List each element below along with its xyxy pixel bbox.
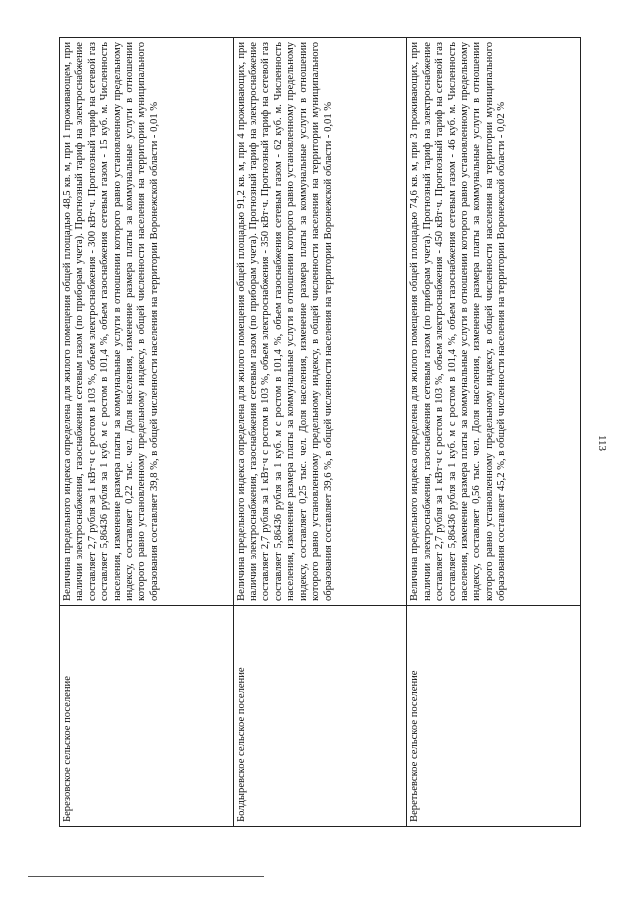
footer-divider (28, 876, 264, 877)
table-row (233, 38, 407, 827)
settlement-description-cell: Величина предельного индекса определена для жилого помещения общей площадью 74,6 кв. м, при 3 проживающих, при наличии электроснабжения, газоснабжения сетевым газом (по приборам учета). Прогнозный тариф на электроснабжение составляет 2,7 рубля за 1 кВт·ч с ростом в 103 %, объем электроснабжения - 450 кВт·ч. Прогнозный тариф на сетевой газ составляет 5,86436 рубля за 1 куб. м с ростом в 101,4 %, объем газоснабжения сетевым газом - 46 куб. м. Численность населения, изменение размера платы за коммунальные услуги в отношении которого равно установленному предельному индексу, составляет 0,56 тыс. чел. Доля населения, изменение размера платы за коммунальные услуги в отношении которого равно установленному предельному индексу, в общей численности населения на территории муниципального образования составляет 45,2 %, в общей численности населения на территории Воронежской области - 0,02 % (407, 38, 581, 606)
rotated-table-container (59, 37, 581, 827)
settlements-table (59, 37, 581, 827)
settlement-name-cell: Болдыревское сельское поселение (233, 606, 407, 827)
settlement-name-cell: Березовское сельское поселение (60, 606, 234, 827)
page-number: 113 (596, 434, 608, 452)
table-row (60, 38, 234, 827)
table-row (407, 38, 581, 827)
settlement-description-cell: Величина предельного индекса определена для жилого помещения общей площадью 48,5 кв. м, при 1 проживающем, при наличии электроснабжения, газоснабжения сетевым газом (по приборам учета). Прогнозный тариф на электроснабжение составляет 2,7 рубля за 1 кВт·ч с ростом в 103 %, объем электроснабжения - 300 кВт·ч. Прогнозный тариф на сетевой газ составляет 5,86436 рубля за 1 куб. м с ростом в 101,4 %, объем газоснабжения сетевым газом - 15 куб. м. Численность населения, изменение размера платы за коммунальные услуги в отношении которого равно установленному предельному индексу, составляет 0,22 тыс. чел. Доля населения, изменение размера платы за коммунальные услуги в отношении которого равно установленному предельному индексу, в общей численности населения на территории муниципального образования составляет 39,8 %, в общей численности населения на территории Воронежской области - 0,01 % (60, 38, 234, 606)
settlement-name-cell: Веретьевское сельское поселение (407, 606, 581, 827)
settlement-description-cell: Величина предельного индекса определена для жилого помещения общей площадью 91,2 кв. м, при 4 проживающих, при наличии электроснабжения, газоснабжения сетевым газом (по приборам учета). Прогнозный тариф на электроснабжение составляет 2,7 рубля за 1 кВт·ч с ростом в 103 %, объем электроснабжения - 350 кВт·ч. Прогнозный тариф на сетевой газ составляет 5,86436 рубля за 1 куб. м с ростом в 101,4 %, объем газоснабжения сетевым газом - 62 куб. м. Численность населения, изменение размера платы за коммунальные услуги в отношении которого равно установленному предельному индексу, составляет 0,25 тыс. чел. Доля населения, изменение размера платы за коммунальные услуги в отношении которого равно установленному предельному индексу, в общей численности населения на территории муниципального образования составляет 39,6 %, в общей численности населения на территории Воронежской области - 0,01 % (233, 38, 407, 606)
